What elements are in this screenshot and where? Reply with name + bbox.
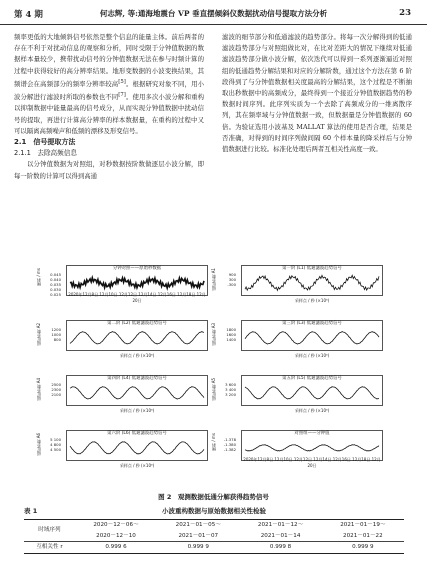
panel-y-label: 逼近系数 A2 (36, 323, 41, 346)
panel-y-label: 倾斜 / ms (211, 433, 216, 451)
page-number: 23 (399, 8, 411, 18)
panel-title: 第五阶 (L5) 低通滤波趋势信号 (282, 376, 342, 381)
panel-y-label: 逼近系数 A3 (211, 323, 216, 346)
cell-range-start: 2020－12－06～ (75, 520, 157, 531)
panel-title: 第二阶 (L2) 低通滤波趋势信号 (107, 321, 167, 326)
trend-line (245, 387, 379, 399)
cell-range-start: 2021－01－05～ (157, 520, 239, 531)
trend-line (70, 278, 204, 288)
panel-plot (242, 376, 382, 405)
right-paragraph: 滤波的细节部分和低通滤波的趋势部分。将每一次分解得到的低通滤波趋势部分与对照组做比对，在比对差距大的情况下继续对低通滤波趋势部分做小波分解，依次迭代可以得到一系列逐渐逼近对照组的低通趋势分解结果和对应的分解阶数，通过这个方法在第 6 阶段得到了与分钟值数据相关度最高的分解结果，这个过程是不断抽取出秒数据中的高频成分，最终得到一个接近分钟值数据趋势的秒数据时间序列。此序列实质为一个去除了高频成分的一维离散序列，其在频率域与分钟值数据一致，但数据量是分钟值数据的 60 倍。为验证选用小波基及 MALLAT 算法的使用是否合理，结果是否准确，对得到的时间序列做间隔 60 个样本量的降采样后与分钟值数据进行比较。标准化处理后两者互相关性高度一致。 (222, 33, 412, 154)
cell-range-end: 2020－12－10 (96, 532, 136, 539)
cell-range-start: 2021－01－12～ (239, 520, 321, 531)
panel-x-label: 采样点 / 秒 (×10⁶) (294, 408, 330, 413)
panel-y-ticks: 900 300 -300 (227, 272, 236, 287)
panel-title: 第三阶 (L3) 低通滤波趋势信号 (282, 321, 342, 326)
running-header (0, 0, 427, 25)
panel-y-label: 逼近系数 A6 (36, 433, 41, 456)
row-label-series: 时域序列 (24, 520, 75, 542)
left-column (14, 32, 204, 182)
panel-x-label: 采样点 / 秒 (×10⁶) (119, 408, 155, 413)
panel-y-ticks: -1.378 -1.380 -1.382 (223, 437, 236, 452)
trend-line (70, 332, 204, 344)
trend-line (245, 275, 379, 290)
panel-x-label: 采样点 / 秒 (×10⁶) (294, 298, 330, 303)
panel-plot (67, 266, 207, 295)
panel-title: 分钟对照——原始秒数据 (112, 266, 162, 271)
panel-y-ticks: 1200 1000 800 (51, 327, 61, 342)
panel-plot (242, 321, 382, 350)
panel-y-ticks: 1800 1600 1400 (226, 327, 236, 342)
trend-line (70, 387, 204, 399)
trend-line (70, 442, 204, 454)
trend-line (245, 445, 379, 451)
section-heading: 2.1 信号提取方法 (14, 138, 76, 147)
figure-panel (36, 265, 208, 303)
panel-y-ticks: 2500 2300 2100 (51, 382, 61, 397)
figure-panel (36, 320, 208, 358)
figure-panel (36, 430, 208, 468)
table-title: 表 1 小波重构数据与原始数据相关性检验 (24, 507, 266, 515)
left-paragraph: 频率更低的大地倾斜信号依然是整个信息的能量主体。前后两者的存在不利于对扰动信息的观察和分析，同时受限于分钟值数据的数据样本量较少，携带扰动信号的分钟值数据无法在参与时频计算的过程中获得较好的高分辨率结果。地形变数据的小波变换结果，其频谱会在高频部分的频率分辨率较高[5]。根据研究对象不同，用小波分解进行滤波时所取的参数也不同[7]。使用多次小波分解和重构以抑制数据中能量最高的信号成分，从而实现分钟值数据中扰动信号的提取，再进行计算高分辨率的样本数据量，在重构的过程中又可以隔离高频噪声和低频的漂移及形变信号。 (14, 33, 204, 135)
cell-correlation: 0.999 9 (157, 542, 239, 554)
panel-plot (67, 376, 207, 405)
correlation-table (24, 519, 404, 554)
panel-plot (242, 431, 382, 460)
figure-panel (211, 375, 383, 413)
panel-y-ticks: 3 600 3 400 3 200 (225, 382, 236, 397)
panel-x-label: 2020年12月8日 12月10日 12月12日 12月14日 12月16日 12月18日 12月20日 (68, 292, 206, 303)
panel-y-label: 逼近系数 A4 (36, 378, 41, 401)
cell-correlation: 0.999 8 (239, 542, 321, 554)
figure-panel (211, 265, 383, 303)
right-column (222, 32, 412, 155)
issue-number: 第 4 期 (14, 10, 43, 20)
panel-x-label: 采样点 / 秒 (×10⁶) (119, 353, 155, 358)
panel-title: 第一阶 (L1) 低通滤波趋势信号 (282, 266, 342, 271)
figure-panel (36, 375, 208, 413)
panel-x-label: 2020年12月8日 12月10日 12月12日 12月14日 12月16日 12月18日 12月20日 (243, 457, 381, 468)
left-paragraph-2: 以分钟值数据为对照组，对秒数据按阶数做逐层小波分解，即每一阶数的计算可以得到高通 (14, 160, 204, 180)
cell-correlation: 0.999 9 (322, 542, 404, 554)
cell-correlation: 0.999 6 (75, 542, 157, 554)
row-label-correlation: 互相关性 r (24, 542, 75, 554)
panel-y-ticks: 5 100 4 800 4 500 (50, 437, 61, 452)
panel-y-ticks: 0.045 0.040 0.035 0.030 0.025 (50, 272, 61, 297)
panel-y-label: 逼近系数 A1 (211, 268, 216, 291)
panel-y-label: 逼近系数 A5 (211, 378, 216, 401)
figure-caption: 图 2 观测数据低通分解获得趋势信号 (158, 493, 269, 501)
trend-line (245, 332, 379, 344)
panel-title: 第六阶 (L6) 低通滤波趋势信号 (107, 431, 167, 436)
figure-panel (211, 430, 383, 468)
panel-title: 第四阶 (L4) 低通滤波趋势信号 (107, 376, 167, 381)
panel-plot (67, 431, 207, 460)
figure-panel (211, 320, 383, 358)
panel-x-label: 采样点 / 秒 (×10⁶) (294, 353, 330, 358)
panel-plot (67, 321, 207, 350)
cell-range-end: 2021－01－22 (343, 532, 383, 539)
figure-2 (36, 265, 398, 485)
article-title: 何志辉, 等:通海地震台 VP 垂直摆倾斜仪数据扰动信号提取方法分析 (99, 9, 328, 18)
cell-range-start: 2021－01－19～ (322, 520, 404, 531)
cell-range-end: 2021－01－07 (178, 532, 219, 539)
panel-y-label: 倾斜 / ms (36, 268, 41, 286)
panel-title: 对照组——分钟值 (294, 431, 330, 436)
panel-plot (242, 266, 382, 295)
subsection-heading: 2.1.1 去除高频信息 (14, 149, 77, 158)
panel-x-label: 采样点 / 秒 (×10⁶) (119, 463, 155, 468)
cell-range-end: 2021－01－14 (260, 532, 301, 539)
